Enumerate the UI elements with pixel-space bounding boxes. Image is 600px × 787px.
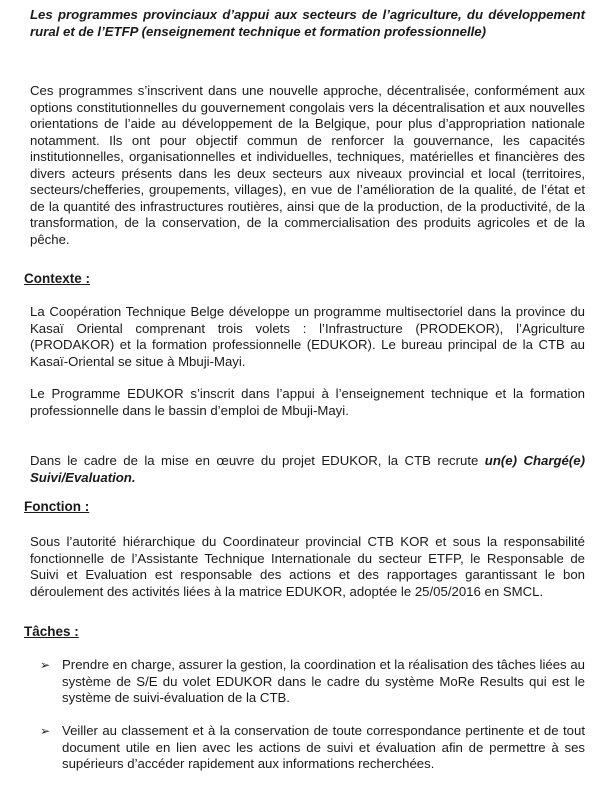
contexte-paragraph-3-text: Dans le cadre de la mise en œuvre du projet EDUKOR, la CTB recrute bbox=[30, 453, 485, 468]
contexte-paragraph-1: La Coopération Technique Belge développe un programme multisectoriel dans la province du Kasaï Oriental comprenant trois volets : l’Infrastructure (PRODEKOR), l’Agriculture (PRODAKOR) et la formation professionnelle (EDUKOR). Le bureau principal de la CTB au Kasaï-Oriental se situe à Mbuji-Mayi. bbox=[30, 304, 585, 369]
fonction-heading-colon: : bbox=[81, 499, 90, 514]
contexte-paragraph-2: Le Programme EDUKOR s’inscrit dans l’appui à l’enseignement technique et la formation professionnelle dans le bassin d’emploi de Mbuji-Mayi. bbox=[30, 386, 585, 418]
task-text: Prendre en charge, assurer la gestion, la coordination et la réalisation des tâches liées au système de S/E du volet EDUKOR dans le cadre du système MoRe Results qui est le système de suivi-évaluation de la CTB. bbox=[62, 657, 585, 705]
intro-paragraph: Ces programmes s’inscrivent dans une nouvelle approche, décentralisée, conformément aux options constitutionnelles du gouvernement congolais vers la décentralisation et aux nouvelles orientations de l’aide au développement de la Belgique, pour plus d’appropriation nationale notamment. Ils ont pour objectif commun de renforcer la gouvernance, les capacités institutionnelles, organisationnelles et individuelles, techniques, matérielles et financières des divers acteurs présents dans les deux secteurs aux niveaux provincial et local (territoires, secteurs/chefferies, groupements, villages), en vue de l’amélioration de la qualité, de l’état et de la quantité des infrastructures routières, ainsi que de la production, de la productivité, de la transformation, de la conservation, de la commercialisation des produits agricoles et de la pêche. bbox=[30, 83, 585, 247]
contexte-heading bbox=[24, 271, 90, 287]
contexte-paragraph-3 bbox=[30, 453, 585, 486]
taches-heading-label: Tâches bbox=[24, 624, 71, 639]
contexte-heading-colon: : bbox=[81, 271, 91, 286]
contexte-heading-label: Contexte bbox=[24, 271, 82, 286]
fonction-heading bbox=[24, 499, 89, 515]
arrow-bullet-icon: ➢ bbox=[40, 724, 51, 738]
taches-heading bbox=[24, 624, 79, 640]
fonction-paragraph: Sous l’autorité hiérarchique du Coordinateur provincial CTB KOR et sous la responsabilité fonctionnelle de l’Assistante Technique Internationale du secteur ETFP, le Responsable de Suivi et Evaluation est responsable des actions et des rapportages garantissant le bon déroulement des activités liées à la matrice EDUKOR, adoptée le 25/05/2016 en SMCL. bbox=[30, 534, 585, 599]
document-title: Les programmes provinciaux d’appui aux secteurs de l’agriculture, du développement rural et de l’ETFP (enseignement technique et formation professionnelle) bbox=[30, 7, 585, 39]
task-text: Veiller au classement et à la conservation de toute correspondance pertinente et de tout document utile en lien avec les actions de suivi et évaluation afin de permettre à ses supérieurs d’accéder rapidement aux informations recherchées. bbox=[62, 723, 585, 771]
arrow-bullet-icon: ➢ bbox=[40, 658, 51, 672]
fonction-heading-label: Fonction bbox=[24, 499, 81, 514]
job-title-highlight: un(e) Chargé(e) Suivi/Evaluation. bbox=[30, 453, 585, 485]
taches-heading-colon: : bbox=[70, 624, 79, 639]
